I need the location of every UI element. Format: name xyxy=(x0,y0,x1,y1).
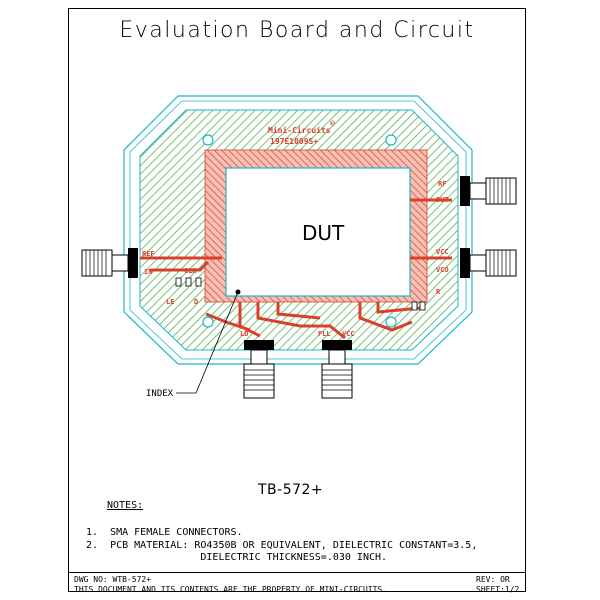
mounting-hole xyxy=(386,135,396,145)
brand-label: Mini-Circuits xyxy=(268,126,331,135)
dut-label: DUT xyxy=(302,221,345,245)
label-rf: RF xyxy=(438,180,447,188)
drawing-number: DWG NO: WTB-572+ xyxy=(74,575,152,584)
sma-connector-pll-vcc xyxy=(322,340,352,398)
registered-mark: ® xyxy=(330,119,335,128)
model-label: TB-572+ xyxy=(258,482,324,498)
label-clk: CLK xyxy=(184,267,197,275)
mounting-hole xyxy=(386,317,396,327)
label-ref: REF xyxy=(142,250,155,258)
label-vcc: VCC xyxy=(436,248,449,256)
label-d: D xyxy=(194,298,199,306)
page-title: Evaluation Board and Circuit xyxy=(119,18,475,43)
label-vco: VCO xyxy=(436,266,449,274)
label-pll: PLL xyxy=(318,330,331,338)
note-item: 1. SMA FEMALE CONNECTORS. xyxy=(86,527,243,538)
label-le: LE xyxy=(166,298,175,306)
notes-heading: NOTES: xyxy=(107,500,144,511)
property-notice: THIS DOCUMENT AND ITS CONTENTS ARE THE PROPERTY OF MINI-CIRCUITS. xyxy=(74,585,388,594)
note-item: 2. PCB MATERIAL: RO4350B OR EQUIVALENT, DIELECTRIC CONSTANT=3.5, xyxy=(86,540,478,551)
mounting-hole xyxy=(203,317,213,327)
label-in: IN xyxy=(144,268,153,276)
mounting-hole xyxy=(203,135,213,145)
part-code-label: 197E1009S+ xyxy=(270,137,319,146)
footer-divider xyxy=(68,572,526,573)
index-label: INDEX xyxy=(146,389,174,399)
note-item: DIELECTRIC THICKNESS=.030 INCH. xyxy=(86,552,388,563)
sma-connector-rf-in xyxy=(82,248,138,278)
label-vcc-bottom: VCC xyxy=(342,330,355,338)
label-r: R xyxy=(436,288,441,296)
label-dut: DUT xyxy=(436,196,449,204)
sma-connector-vcc xyxy=(460,248,516,278)
sma-connector-ld xyxy=(244,340,274,398)
sheet-number: SHEET:1/2 xyxy=(476,585,520,594)
sma-connector-rf-out xyxy=(460,176,516,206)
label-ld: LD xyxy=(240,330,249,338)
revision: REV: OR xyxy=(476,575,510,584)
